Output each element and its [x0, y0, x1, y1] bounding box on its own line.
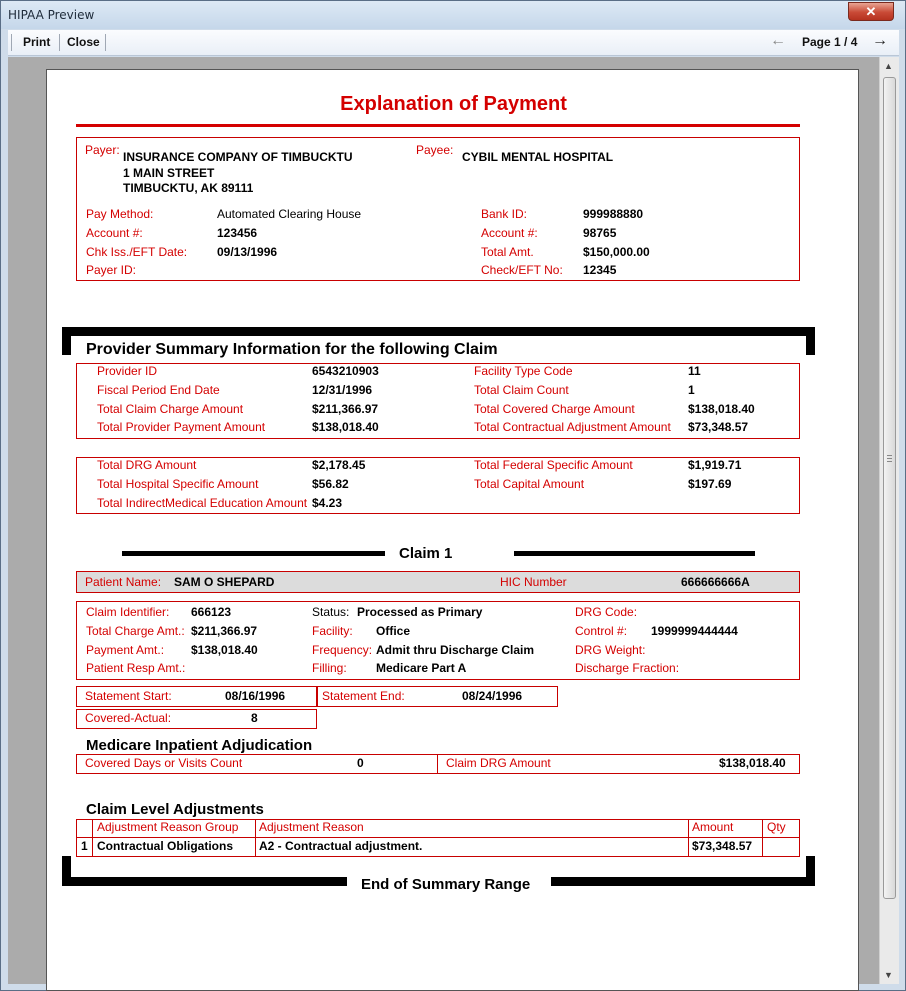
total-charge-label: Total Charge Amt.: — [86, 624, 185, 638]
contractual-adjustment-value: $73,348.57 — [688, 420, 749, 434]
facility-label: Facility: — [312, 624, 353, 638]
patient-resp-label: Patient Resp Amt.: — [86, 661, 186, 675]
col-divider — [762, 819, 763, 857]
patient-name-label: Patient Name: — [85, 575, 162, 589]
payment-amount-value: $138,018.40 — [191, 643, 258, 657]
claim-drg-label: Claim DRG Amount — [446, 756, 551, 770]
col-divider — [92, 819, 93, 857]
status-label: Status: — [312, 605, 350, 619]
adjustments-heading: Claim Level Adjustments — [86, 801, 264, 818]
adjustments-header-rule — [76, 837, 800, 838]
payer-address-2: TIMBUCKTU, AK 89111 — [123, 181, 254, 195]
payer-label: Payer: — [85, 143, 120, 157]
status-value: Processed as Primary — [357, 605, 483, 619]
hospital-specific-label: Total Hospital Specific Amount — [97, 477, 259, 491]
covered-days-label: Covered Days or Visits Count — [85, 756, 243, 770]
end-frame-bottom-right — [551, 877, 815, 886]
window-close-button[interactable]: ✕ — [848, 2, 894, 21]
next-page-icon[interactable]: → — [872, 32, 888, 49]
federal-specific-value: $1,919.71 — [688, 458, 742, 472]
statement-end-label: Statement End: — [322, 689, 405, 703]
total-charge-value: $211,366.97 — [191, 624, 258, 638]
document-title: Explanation of Payment — [340, 93, 567, 115]
hospital-specific-value: $56.82 — [312, 477, 349, 491]
prev-page-icon[interactable]: ← — [770, 32, 786, 49]
covered-days-value: 0 — [357, 756, 364, 770]
claim-identifier-label: Claim Identifier: — [86, 605, 170, 619]
title-rule — [76, 124, 800, 127]
ime-amount-label: Total IndirectMedical Education Amount — [97, 496, 308, 510]
frequency-value: Admit thru Discharge Claim — [376, 643, 535, 657]
claim-count-value: 1 — [688, 383, 695, 397]
pay-method-label: Pay Method: — [86, 207, 154, 221]
end-frame-bottom-left — [62, 877, 347, 886]
title-bar — [1, 1, 905, 29]
claim-heading: Claim 1 — [399, 545, 453, 562]
claim-count-label: Total Claim Count — [474, 383, 569, 397]
fiscal-period-value: 12/31/1996 — [312, 383, 373, 397]
end-of-summary-label: End of Summary Range — [361, 876, 531, 893]
facility-type-value: 11 — [688, 364, 701, 378]
vertical-scrollbar[interactable] — [879, 57, 899, 984]
fiscal-period-label: Fiscal Period End Date — [97, 383, 220, 397]
page-indicator: Page 1 / 4 — [802, 35, 858, 49]
col-header-group: Adjustment Reason Group — [97, 820, 239, 834]
payee-account-value: 98765 — [583, 226, 617, 240]
capital-amount-value: $197.69 — [688, 477, 732, 491]
scrollbar-thumb[interactable] — [883, 77, 896, 899]
row-number: 1 — [81, 839, 88, 853]
provider-payment-label: Total Provider Payment Amount — [97, 420, 266, 434]
claim-rule-left — [122, 551, 385, 556]
covered-charge-value: $138,018.40 — [688, 402, 755, 416]
scroll-up-icon[interactable]: ▲ — [884, 61, 893, 71]
toolbar-separator — [105, 34, 106, 51]
claim-identifier-value: 666123 — [191, 605, 232, 619]
drg-weight-label: DRG Weight: — [575, 643, 646, 657]
provider-id-value: 6543210903 — [312, 364, 379, 378]
toolbar — [8, 30, 899, 56]
check-date-label: Chk Iss./EFT Date: — [86, 245, 188, 259]
toolbar-grip — [11, 34, 12, 51]
hic-number-value: 666666666A — [681, 575, 750, 589]
provider-id-label: Provider ID — [97, 364, 158, 378]
payment-amount-label: Payment Amt.: — [86, 643, 165, 657]
drg-amount-label: Total DRG Amount — [97, 458, 197, 472]
contractual-adjustment-label: Total Contractual Adjustment Amount — [474, 420, 671, 434]
covered-charge-label: Total Covered Charge Amount — [474, 402, 635, 416]
facility-type-label: Facility Type Code — [474, 364, 573, 378]
payer-name: INSURANCE COMPANY OF TIMBUCKTU — [123, 150, 353, 164]
col-header-amount: Amount — [692, 820, 734, 834]
payee-label: Payee: — [416, 143, 454, 157]
payee-account-label: Account #: — [481, 226, 538, 240]
pay-method-value: Automated Clearing House — [217, 207, 362, 221]
federal-specific-label: Total Federal Specific Amount — [474, 458, 633, 472]
total-amount-value: $150,000.00 — [583, 245, 650, 259]
discharge-fraction-label: Discharge Fraction: — [575, 661, 680, 675]
control-number-value: 1999999444444 — [651, 624, 738, 638]
covered-actual-value: 8 — [251, 711, 258, 725]
frequency-label: Frequency: — [312, 643, 373, 657]
statement-start-label: Statement Start: — [85, 689, 172, 703]
provider-summary-heading: Provider Summary Information for the following Claim — [86, 341, 498, 358]
account-value: 123456 — [217, 226, 258, 240]
claim-drg-value: $138,018.40 — [719, 756, 786, 770]
col-divider — [255, 819, 256, 857]
covered-actual-label: Covered-Actual: — [85, 711, 172, 725]
filling-label: Filling: — [312, 661, 347, 675]
check-number-value: 12345 — [583, 263, 617, 277]
section-frame-left — [62, 327, 71, 355]
ime-amount-value: $4.23 — [312, 496, 343, 510]
statement-end-value: 08/24/1996 — [462, 689, 523, 703]
statement-start-value: 08/16/1996 — [225, 689, 286, 703]
drg-code-label: DRG Code: — [575, 605, 638, 619]
window-title: HIPAA Preview — [8, 8, 95, 22]
claim-rule-right — [514, 551, 755, 556]
document-page — [46, 69, 859, 991]
col-header-reason: Adjustment Reason — [259, 820, 364, 834]
check-date-value: 09/13/1996 — [217, 245, 278, 259]
print-button[interactable]: Print — [23, 35, 51, 49]
bank-id-value: 999988880 — [583, 207, 644, 221]
payer-id-label: Payer ID: — [86, 263, 137, 277]
provider-payment-value: $138,018.40 — [312, 420, 379, 434]
payer-address-1: 1 MAIN STREET — [123, 166, 215, 180]
medicare-divider — [437, 754, 438, 774]
scroll-down-icon[interactable]: ▼ — [884, 970, 893, 980]
adjustment-reason: A2 - Contractual adjustment. — [259, 839, 423, 853]
medicare-heading: Medicare Inpatient Adjudication — [86, 737, 313, 754]
control-number-label: Control #: — [575, 624, 628, 638]
toolbar-separator — [59, 34, 60, 51]
close-button[interactable]: Close — [67, 35, 100, 49]
patient-name-value: SAM O SHEPARD — [174, 575, 275, 589]
facility-value: Office — [376, 624, 411, 638]
bank-id-label: Bank ID: — [481, 207, 528, 221]
filling-value: Medicare Part A — [376, 661, 467, 675]
section-frame-right — [806, 327, 815, 355]
check-number-label: Check/EFT No: — [481, 263, 563, 277]
claim-charge-label: Total Claim Charge Amount — [97, 402, 244, 416]
claim-charge-value: $211,366.97 — [312, 402, 379, 416]
account-label: Account #: — [86, 226, 143, 240]
payee-name: CYBIL MENTAL HOSPITAL — [462, 150, 614, 164]
adjustment-group: Contractual Obligations — [97, 839, 234, 853]
section-frame-top — [62, 327, 815, 336]
col-divider — [688, 819, 689, 857]
capital-amount-label: Total Capital Amount — [474, 477, 585, 491]
adjustment-amount: $73,348.57 — [692, 839, 753, 853]
hic-number-label: HIC Number — [500, 575, 567, 589]
drg-amount-value: $2,178.45 — [312, 458, 366, 472]
col-header-qty: Qty — [767, 820, 786, 834]
total-amount-label: Total Amt. — [481, 245, 534, 259]
